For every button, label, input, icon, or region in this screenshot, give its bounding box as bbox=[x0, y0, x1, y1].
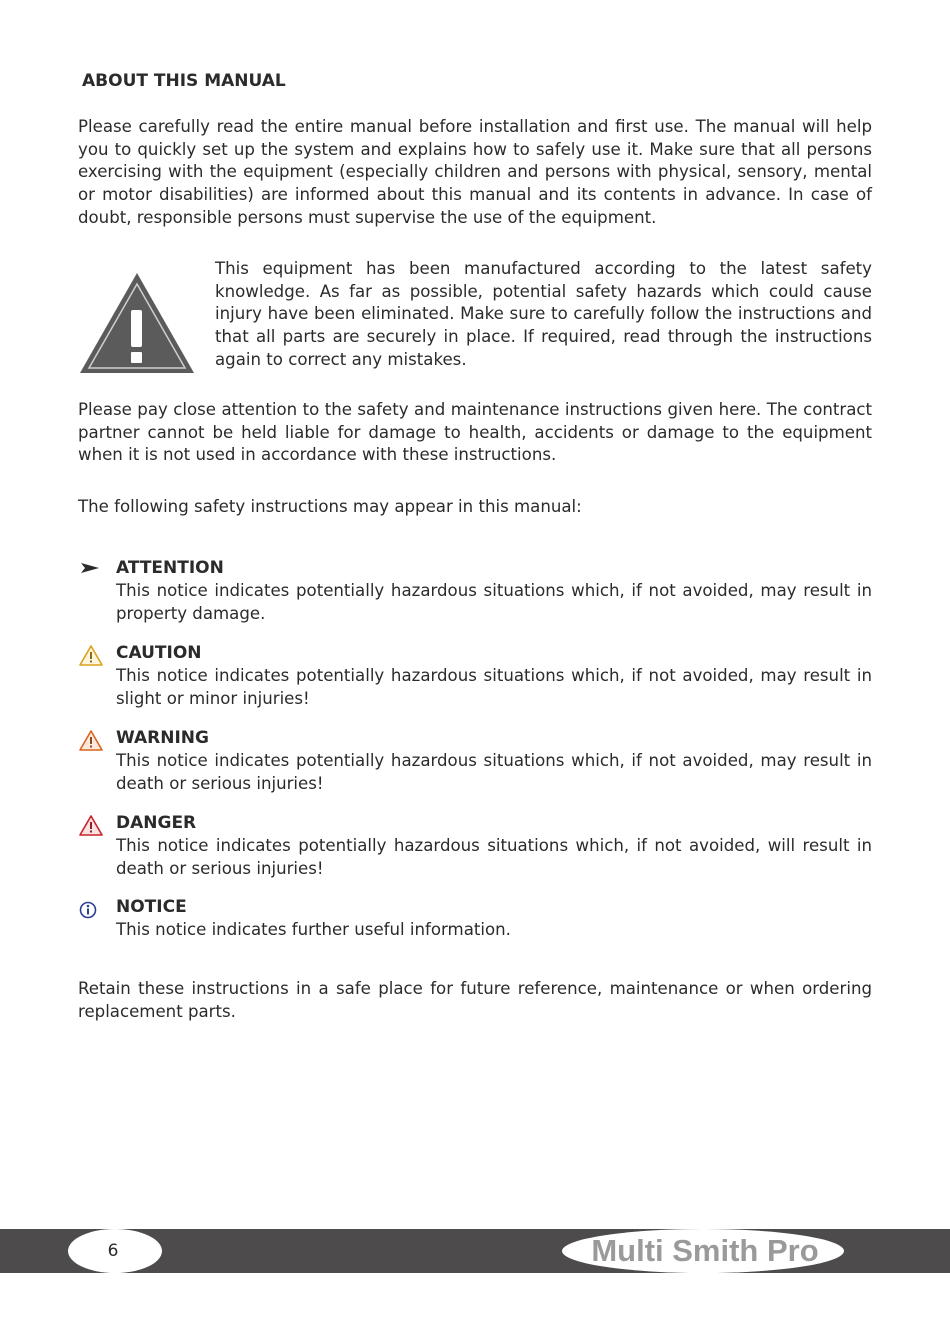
notice-text: This notice indicates potentially hazardous situations which, if not avoided, will result in death or serious injuries! bbox=[116, 836, 872, 878]
intro-paragraph: Please carefully read the entire manual before installation and first use. The manual will help you to quickly set up the system and explains how to safely use it. Make sure that all persons exercising with the equipment (especially children and persons with physical, sensory, mental or motor disabilities) are informed about this manual and its contents in advance. In case of doubt, responsible persons must supervise the use of the equipment. bbox=[78, 117, 872, 227]
safety-box-text: This equipment has been manufactured according to the latest safety knowledge. As far as possible, potential safety hazards which could cause injury have been eliminated. Make sure to carefully follow the instructions and that all parts are securely in place. If required, read through the instructions again to correct any mistakes. bbox=[215, 259, 872, 369]
notice-text: This notice indicates potentially hazardous situations which, if not avoided, may result in slight or minor injuries! bbox=[116, 666, 872, 708]
retain-paragraph: Retain these instructions in a safe place for future reference, maintenance or when ordering replacement parts. bbox=[78, 979, 872, 1021]
warning-triangle-icon bbox=[78, 270, 196, 376]
info-icon bbox=[78, 898, 104, 920]
safety-box bbox=[78, 258, 872, 378]
notice-title: ATTENTION bbox=[116, 558, 224, 578]
page-number: 6 bbox=[107, 1241, 119, 1261]
warning-triangle-icon bbox=[78, 729, 104, 751]
arrow-pointer-icon bbox=[78, 559, 104, 581]
liability-paragraph: Please pay close attention to the safety and maintenance instructions given here. The contract partner cannot be held liable for damage to health, accidents or damage to the equipment when it is not used in accordance with these instructions. bbox=[78, 400, 872, 465]
section-heading: ABOUT THIS MANUAL bbox=[82, 71, 286, 91]
caution-triangle-icon bbox=[78, 644, 104, 666]
product-name: Multi Smith Pro bbox=[591, 1233, 819, 1268]
list-intro: The following safety instructions may appear in this manual: bbox=[78, 497, 582, 516]
notice-text: This notice indicates potentially hazardous situations which, if not avoided, may result in property damage. bbox=[116, 581, 872, 623]
notice-title: WARNING bbox=[116, 728, 209, 748]
notice-title: NOTICE bbox=[116, 897, 187, 917]
notice-text: This notice indicates potentially hazardous situations which, if not avoided, may result in death or serious injuries! bbox=[116, 751, 872, 793]
notice-text: This notice indicates further useful information. bbox=[116, 920, 511, 939]
notice-title: CAUTION bbox=[116, 643, 202, 663]
danger-triangle-icon bbox=[78, 814, 104, 836]
notice-title: DANGER bbox=[116, 813, 197, 833]
